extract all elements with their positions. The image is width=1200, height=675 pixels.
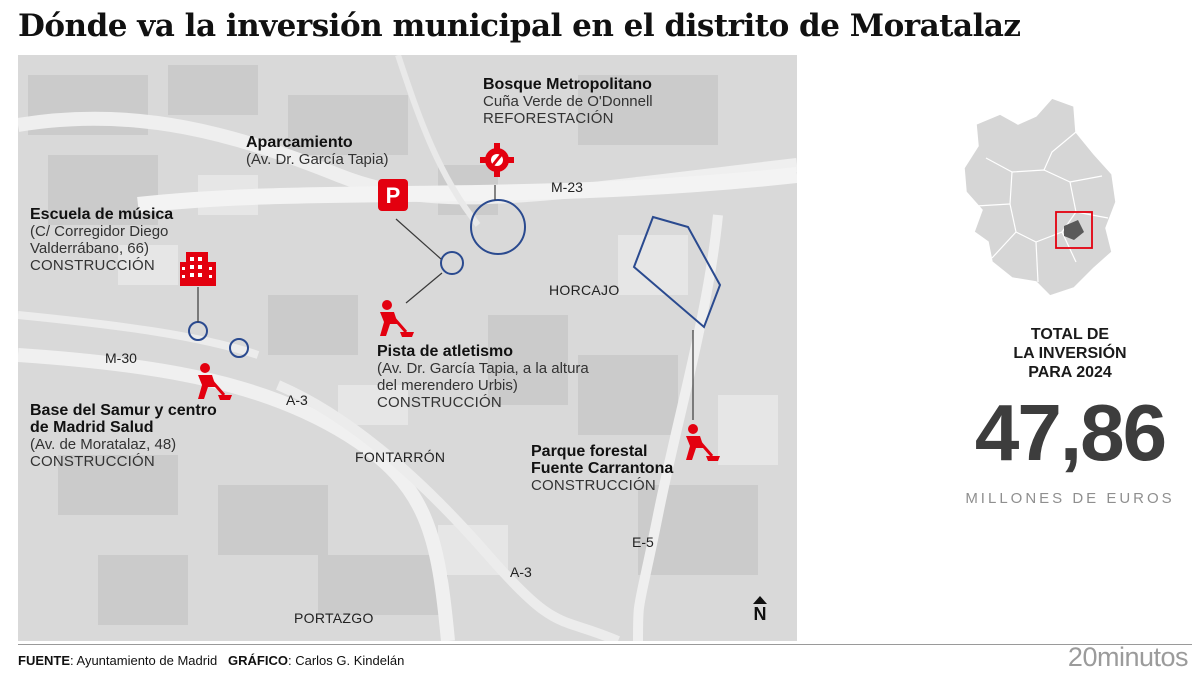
project-label-samur: Base del Samur y centro de Madrid Salud (Av. de Moratalaz, 48) CONSTRUCCIÓN: [30, 402, 217, 470]
road-label: M-30: [105, 350, 137, 366]
neighborhood-label: FONTARRÓN: [355, 449, 446, 465]
project-label-bosque: Bosque Metropolitano Cuña Verde de O'Donnell REFORESTACIÓN: [483, 76, 653, 127]
project-label-escuela: Escuela de música (C/ Corregidor Diego Valderrábano, 66) CONSTRUCCIÓN: [30, 206, 174, 274]
road-label: E-5: [632, 534, 654, 550]
north-arrow-icon: [753, 596, 767, 604]
north-arrow: N: [748, 596, 772, 625]
construction-worker-icon: [680, 422, 724, 462]
page-title: Dónde va la inversión municipal en el distrito de Moratalaz: [18, 8, 1021, 44]
neighborhood-label: PORTAZGO: [294, 610, 374, 626]
madrid-locator-map: [952, 92, 1120, 302]
reforestation-gear-icon: [479, 142, 515, 178]
footer-credits: FUENTE: Ayuntamiento de Madrid GRÁFICO: Carlos G. Kindelán: [18, 653, 405, 668]
road-label: A-3: [510, 564, 532, 580]
total-unit: MILLONES DE EUROS: [965, 490, 1175, 507]
total-label: TOTAL DE LA INVERSIÓN PARA 2024: [1013, 326, 1127, 381]
building-icon: [178, 248, 218, 288]
parking-icon: [378, 179, 408, 211]
brand-logo: 20minutos: [1067, 642, 1188, 672]
total-value: 47,86: [974, 388, 1166, 477]
project-label-aparcamiento: Aparcamiento (Av. Dr. García Tapia): [246, 134, 389, 168]
construction-worker-icon: [192, 361, 236, 401]
svg-text:P: P: [385, 183, 401, 208]
project-label-parque: Parque forestal Fuente Carrantona CONSTRUCCIÓN: [531, 443, 674, 494]
project-label-pista: Pista de atletismo (Av. Dr. García Tapia, a la altura del merendero Urbis) CONSTRUCCIÓN: [377, 343, 589, 411]
road-label: A-3: [286, 392, 308, 408]
neighborhood-label: HORCAJO: [549, 282, 620, 298]
satellite-map: [18, 55, 797, 641]
footer-divider: [18, 644, 1192, 645]
construction-worker-icon: [374, 298, 418, 338]
road-label: M-23: [551, 179, 583, 195]
